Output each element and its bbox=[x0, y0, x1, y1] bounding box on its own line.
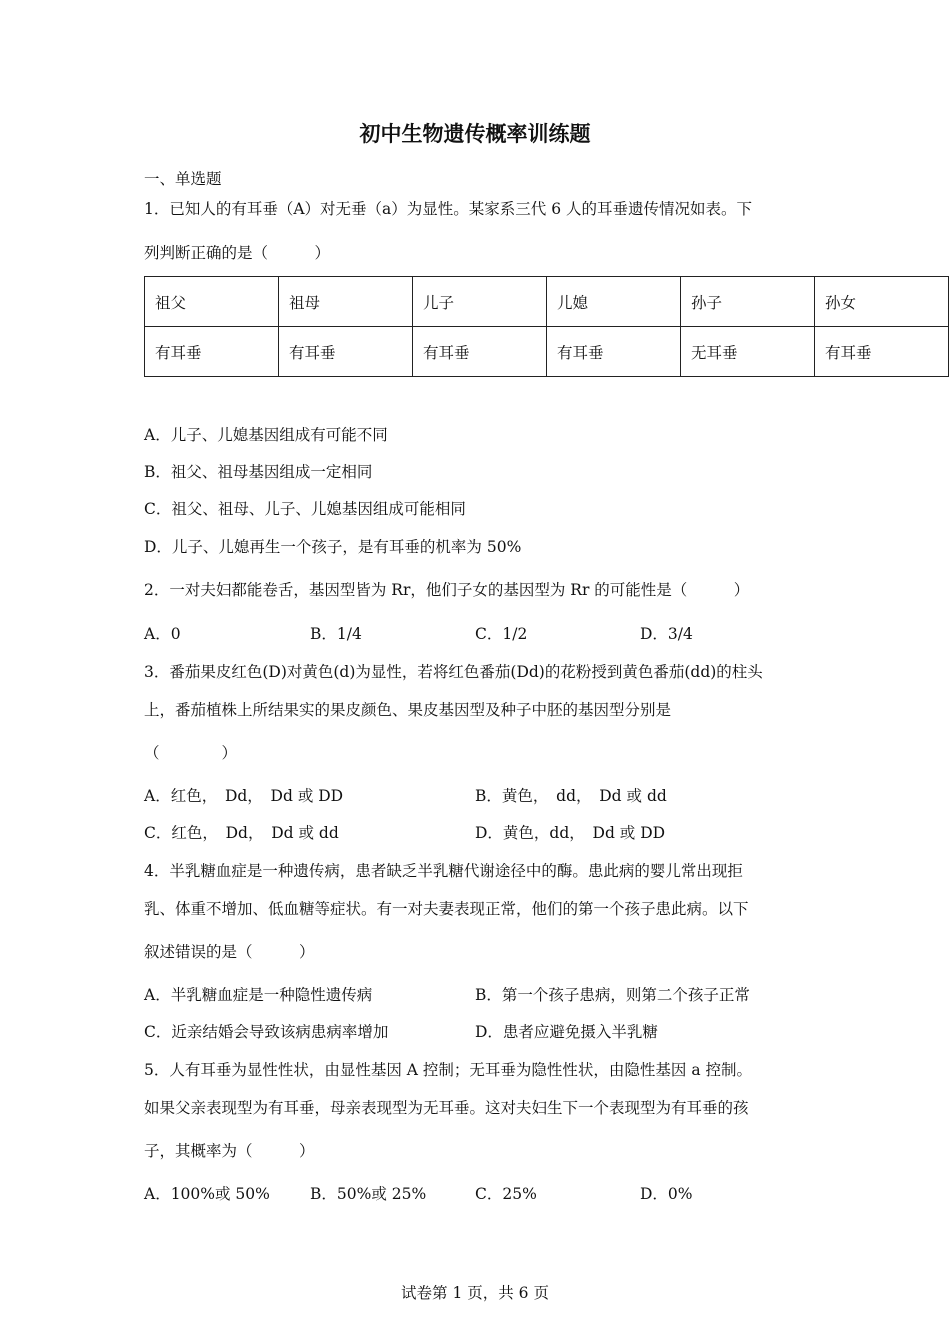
q4-stem-line-3: 叙述错误的是（ ） bbox=[144, 943, 315, 961]
q5-option-b: B．50%或 25% bbox=[310, 1185, 427, 1203]
table-cell: 孙女 bbox=[815, 277, 949, 327]
q4-option-a: A．半乳糖血症是一种隐性遗传病 bbox=[144, 986, 373, 1004]
page-title: 初中生物遗传概率训练题 bbox=[359, 121, 591, 146]
ear-lobe-table bbox=[144, 276, 949, 377]
q2-option-d: D．3/4 bbox=[640, 625, 693, 643]
q3-option-b: B．黄色， dd， Dd 或 dd bbox=[475, 787, 667, 805]
table-cell: 有耳垂 bbox=[145, 327, 279, 377]
q1-option-d: D．儿子、儿媳再生一个孩子，是有耳垂的机率为 50% bbox=[144, 538, 522, 556]
q1-stem-line-1: 1．已知人的有耳垂（A）对无垂（a）为显性。某家系三代 6 人的耳垂遗传情况如表。下 bbox=[144, 200, 753, 218]
q1-stem-line-2: 列判断正确的是（ ） bbox=[144, 244, 331, 262]
q4-stem-line-1: 4．半乳糖血症是一种遗传病，患者缺乏半乳糖代谢途径中的酶。患此病的婴儿常出现拒 bbox=[144, 862, 743, 880]
page-footer: 试卷第 1 页，共 6 页 bbox=[401, 1284, 549, 1302]
table-cell: 祖母 bbox=[279, 277, 413, 327]
q4-option-b: B．第一个孩子患病，则第二个孩子正常 bbox=[475, 986, 750, 1004]
section-heading: 一、单选题 bbox=[144, 170, 222, 188]
q5-stem-line-1: 5．人有耳垂为显性性状，由显性基因 A 控制；无耳垂为隐性性状，由隐性基因 a 控制。 bbox=[144, 1061, 753, 1079]
table-cell: 有耳垂 bbox=[413, 327, 547, 377]
q2-option-a: A．0 bbox=[144, 625, 181, 643]
q1-option-c: C．祖父、祖母、儿子、儿媳基因组成可能相同 bbox=[144, 500, 466, 518]
table-cell: 有耳垂 bbox=[815, 327, 949, 377]
q5-stem-line-3: 子，其概率为（ ） bbox=[144, 1142, 315, 1160]
q5-stem-line-2: 如果父亲表现型为有耳垂，母亲表现型为无耳垂。这对夫妇生下一个表现型为有耳垂的孩 bbox=[144, 1099, 749, 1117]
table-cell: 祖父 bbox=[145, 277, 279, 327]
q4-stem-line-2: 乳、体重不增加、低血糖等症状。有一对夫妻表现正常，他们的第一个孩子患此病。以下 bbox=[144, 900, 749, 918]
q2-stem: 2．一对夫妇都能卷舌，基因型皆为 Rr，他们子女的基因型为 Rr 的可能性是（ ） bbox=[144, 581, 750, 599]
table-cell: 无耳垂 bbox=[681, 327, 815, 377]
q4-option-c: C．近亲结婚会导致该病患病率增加 bbox=[144, 1023, 389, 1041]
table-cell: 孙子 bbox=[681, 277, 815, 327]
table-cell: 儿子 bbox=[413, 277, 547, 327]
q3-stem-line-1: 3．番茄果皮红色(D)对黄色(d)为显性，若将红色番茄(Dd)的花粉授到黄色番茄(dd)的柱头 bbox=[144, 663, 763, 681]
table-row bbox=[145, 327, 949, 377]
q2-option-b: B．1/4 bbox=[310, 625, 362, 643]
q3-option-a: A．红色， Dd， Dd 或 DD bbox=[144, 787, 344, 805]
q3-option-c: C．红色， Dd， Dd 或 dd bbox=[144, 824, 339, 842]
q1-option-a: A．儿子、儿媳基因组成有可能不同 bbox=[144, 426, 388, 444]
q5-option-d: D．0% bbox=[640, 1185, 693, 1203]
q1-option-b: B．祖父、祖母基因组成一定相同 bbox=[144, 463, 373, 481]
q2-option-c: C．1/2 bbox=[475, 625, 528, 643]
q3-stem-line-3: （ ） bbox=[144, 744, 238, 762]
q3-stem-line-2: 上，番茄植株上所结果实的果皮颜色、果皮基因型及种子中胚的基因型分别是 bbox=[144, 701, 672, 719]
table-cell: 有耳垂 bbox=[279, 327, 413, 377]
table-header-row bbox=[145, 277, 949, 327]
q4-option-d: D．患者应避免摄入半乳糖 bbox=[475, 1023, 658, 1041]
table-cell: 有耳垂 bbox=[547, 327, 681, 377]
q5-option-c: C．25% bbox=[475, 1185, 537, 1203]
q5-option-a: A．100%或 50% bbox=[144, 1185, 270, 1203]
q3-option-d: D．黄色，dd， Dd 或 DD bbox=[475, 824, 666, 842]
table-cell: 儿媳 bbox=[547, 277, 681, 327]
